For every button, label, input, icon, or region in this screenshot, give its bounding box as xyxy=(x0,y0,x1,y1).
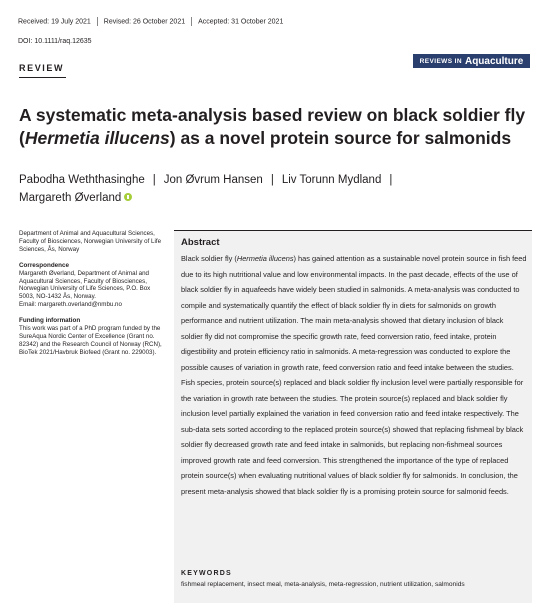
abstract-body xyxy=(181,251,527,499)
article-info-sidebar xyxy=(19,230,167,365)
keywords-list: fishmeal replacement, insect meal, meta-analysis, meta-regression, nutrient utilization, salmonids xyxy=(181,581,465,588)
author-separator: | xyxy=(152,174,156,186)
author-separator: | xyxy=(270,174,274,186)
revised-date: Revised: 26 October 2021 xyxy=(103,18,186,26)
abstract-text: ) has gained attention as a sustainable novel protein source in fish feed due to its high nutritional value and low environmental impacts. In the past decade, effects of the use of black soldier fly in aquafeeds have widely been studied in salmonids. A meta-analysis was conducted to compile and systematically quantify the effect of black soldier fly in diets for salmonids on growth performance and nutrient utilization. The main meta-analysis showed that dietary inclusion of black soldier fly did not compromise the specific growth rate, feed conversion ratio, feed intake, protein digestibility and protein efficiency ratio in salmonids. A meta-regression was conducted to explore the possible causes of variation in growth rate, feed conversion ratio and feed intake between the studies. Fish species, protein source(s) replaced and black soldier fly inclusion level were partially responsible for the variation in growth rate between the studies. The protein source(s) replaced and black soldier fly inclusion level partially explained the variation in feed conversion ratio and feed intake respectively. The sub-data sets sorted according to the replaced protein source(s) showed that replacing fishmeal by black soldier fly decreased growth rate and feed intake in salmonids, but replacing non-fishmeal sources improved growth rate and feed conversion. This strengthened the importance of the type of replaced protein source(s) when evaluating nutritional values of black soldier fly for salmonids. In conclusion, the present meta-analysis showed that black soldier fly is a promising protein source for salmonid feeds. xyxy=(181,254,527,496)
title-species: Hermetia illucens xyxy=(24,128,170,148)
author-name[interactable]: Jon Øvrum Hansen xyxy=(163,174,263,186)
abstract-species: Hermetia illucens xyxy=(236,254,294,263)
correspondence-heading: Correspondence xyxy=(19,261,70,269)
journal-prefix: REVIEWS IN xyxy=(419,57,462,65)
funding-heading: Funding information xyxy=(19,317,81,325)
author-name[interactable]: Liv Torunn Mydland xyxy=(281,174,382,186)
title-part-2: ) as a novel protein source for salmonids xyxy=(169,128,512,148)
funding-block xyxy=(19,317,167,357)
correspondence-address: Margareth Øverland, Department of Animal and Aquacultural Sciences, Faculty of Biosciences, Norwegian University of Life Sciences, P.O. Box 5003, NO-1432 Ås, Norway. xyxy=(19,269,151,301)
received-date: Received: 19 July 2021 xyxy=(18,18,91,26)
section-label: REVIEW xyxy=(19,63,65,73)
section-underline xyxy=(19,77,66,78)
article-title xyxy=(19,104,529,150)
orcid-icon[interactable] xyxy=(124,193,132,201)
date-divider xyxy=(97,17,98,26)
accepted-date: Accepted: 31 October 2021 xyxy=(198,18,284,26)
author-name[interactable]: Pabodha Weththasinghe xyxy=(19,174,145,186)
title-part-1: A systematic meta-analysis based review on black soldier fly ( xyxy=(19,105,526,148)
abstract-heading: Abstract xyxy=(181,237,220,248)
date-divider xyxy=(191,17,192,26)
affiliation: Department of Animal and Aquacultural Sciences, Faculty of Biosciences, Norwegian University of Life Sciences, Ås, Norway xyxy=(19,230,162,253)
journal-name: Aquaculture xyxy=(464,55,524,67)
abstract-lead: Black soldier fly ( xyxy=(181,254,237,263)
correspondence-block xyxy=(19,262,167,309)
funding-text: This work was part of a PhD program funded by the SureAqua Nordic Center of Excellence (Grant no. 82342) and the Research Council of Norway (RCN), BioTek 2021/Havbruk Biofeed (Grant no. 229003). xyxy=(19,325,162,356)
article-dates xyxy=(18,17,283,26)
keywords-heading: KEYWORDS xyxy=(181,570,232,577)
abstract-rule xyxy=(174,230,532,231)
author-name[interactable]: Margareth Øverland xyxy=(19,192,122,204)
email-link[interactable]: Email: margareth.overland@nmbu.no xyxy=(19,301,122,309)
author-list xyxy=(19,171,519,207)
journal-badge xyxy=(413,54,530,68)
doi-link[interactable]: DOI: 10.1111/raq.12635 xyxy=(18,38,92,45)
author-separator: | xyxy=(389,174,393,186)
